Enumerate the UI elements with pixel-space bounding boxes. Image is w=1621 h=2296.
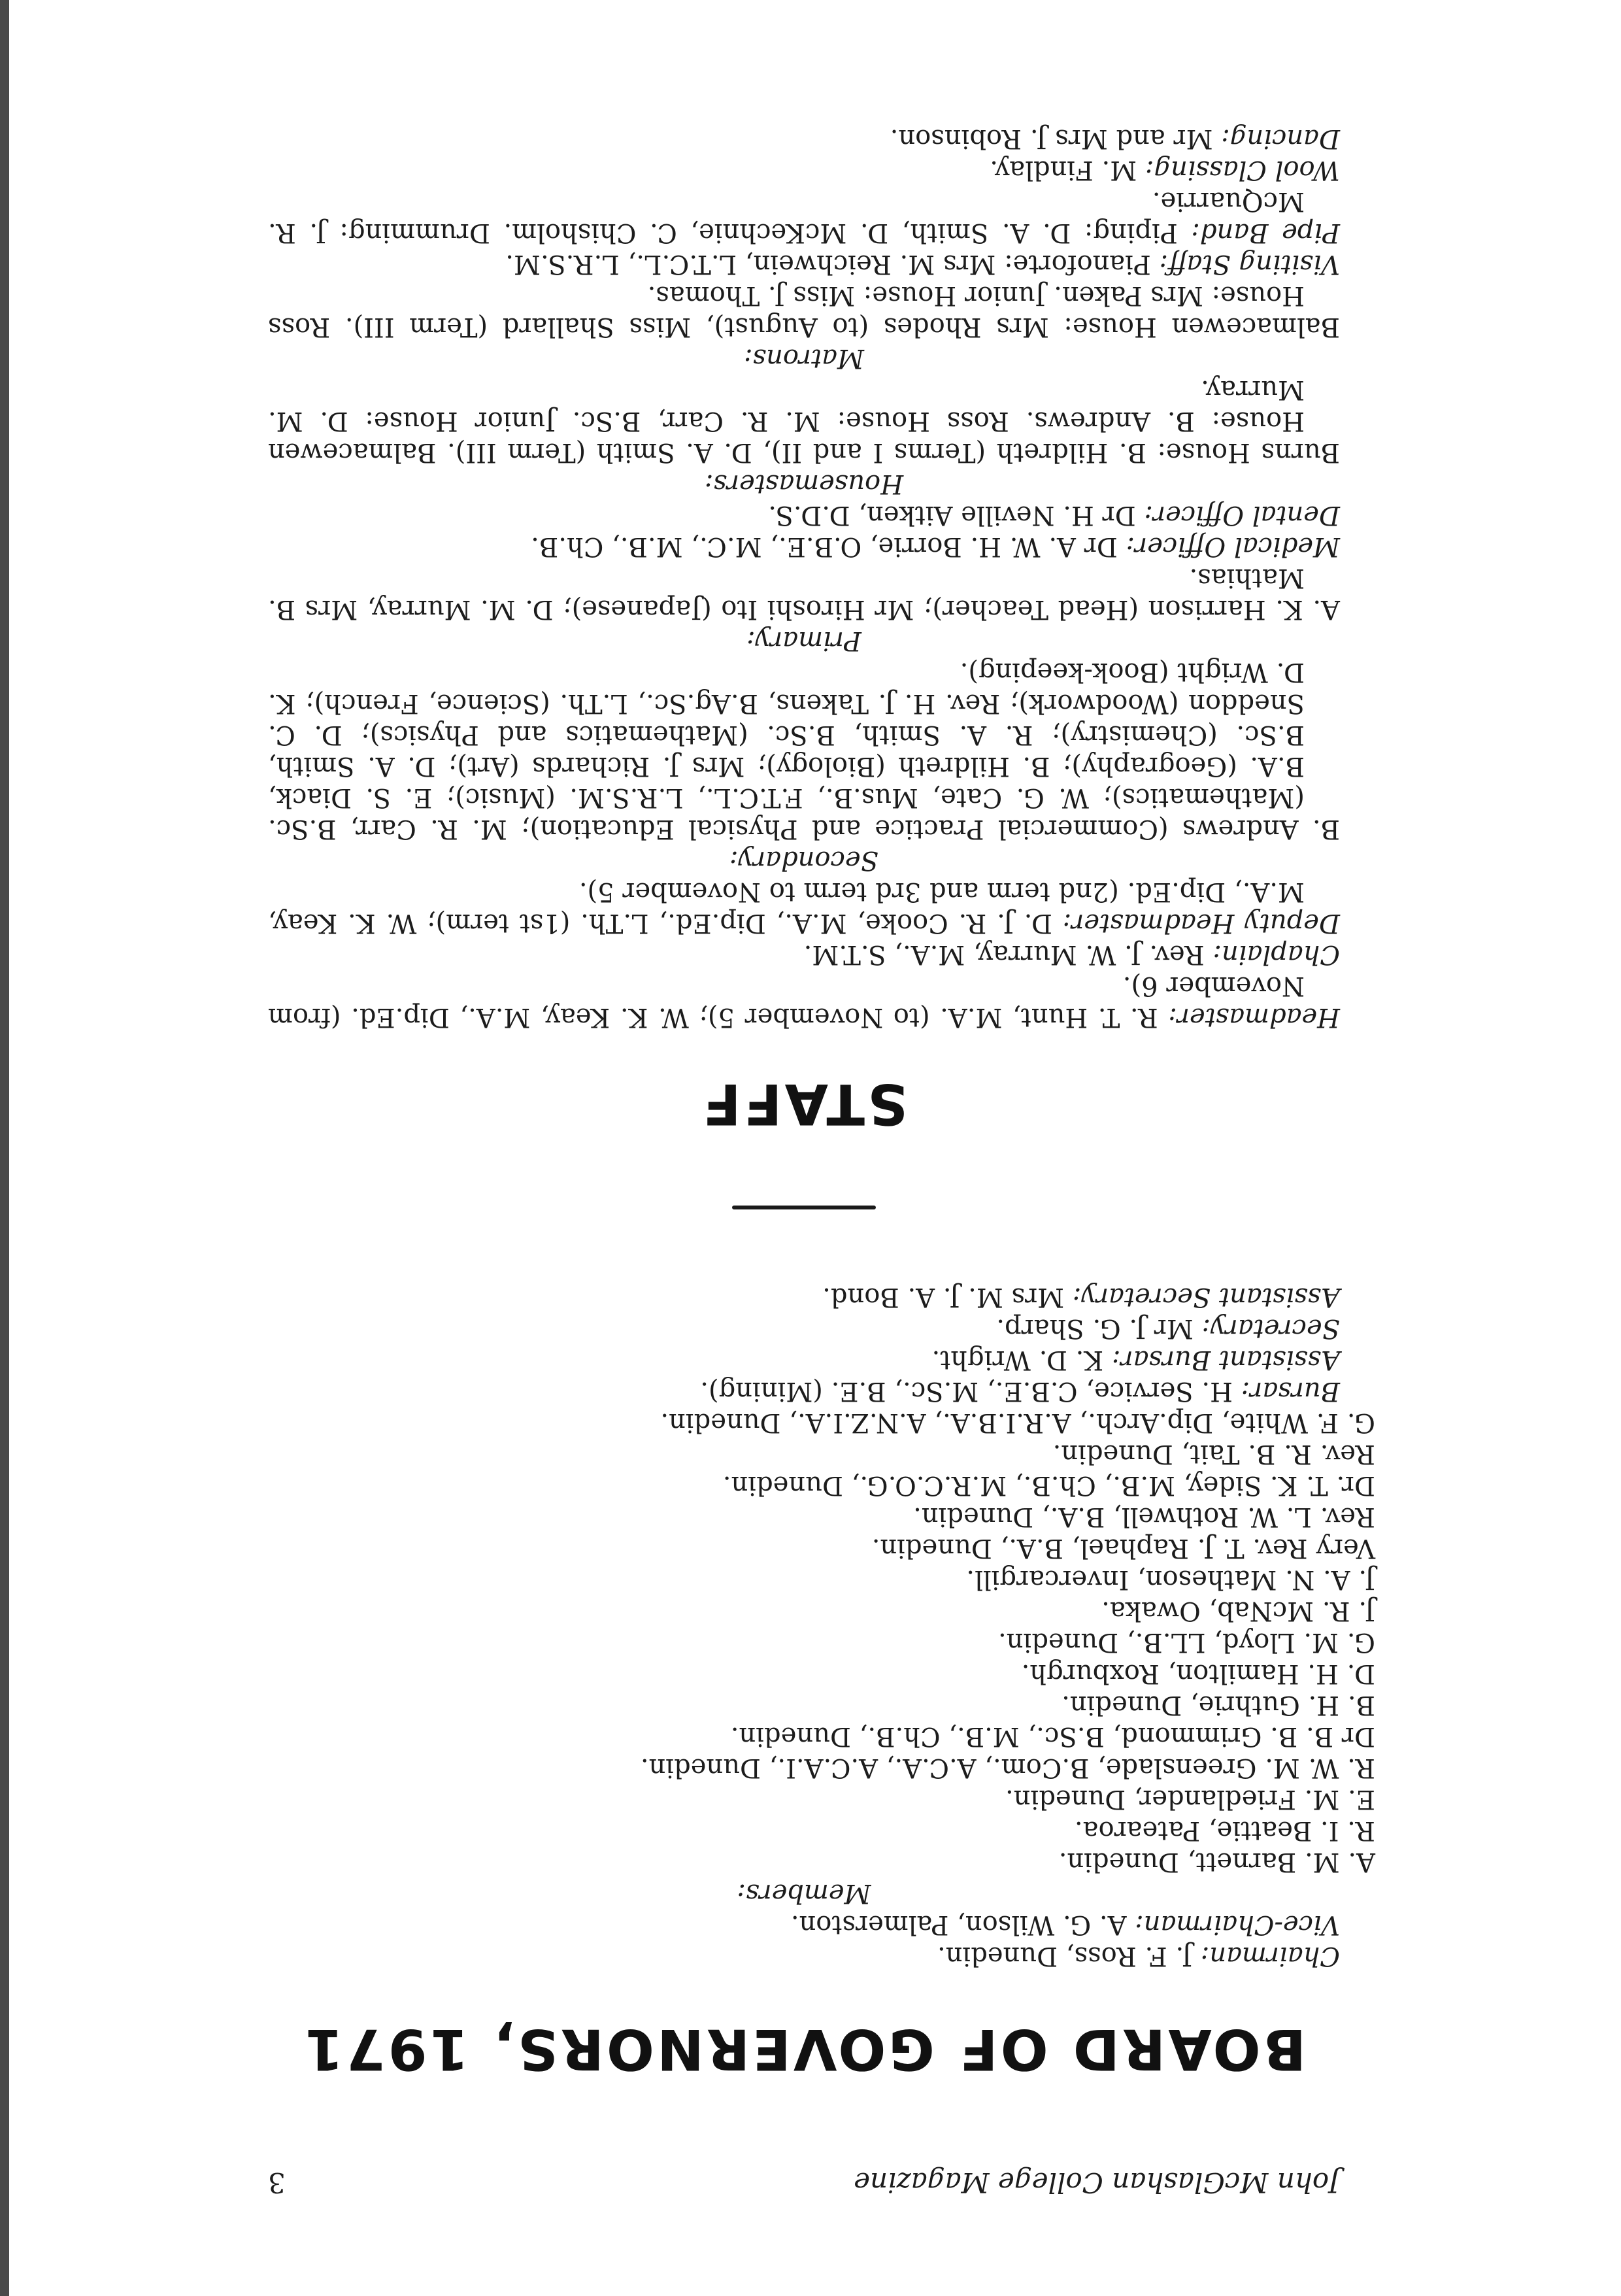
chaplain-text: Rev. J. W. Murray, M.A., S.T.M. <box>803 939 1205 970</box>
deputy-line <box>268 876 1340 939</box>
headmaster-text: R. T. Hunt, M.A. (to November 5); W. K. Keay, M.A., Dip.Ed. (from November 6). <box>268 971 1305 1032</box>
secondary-heading: Secondary: <box>729 845 878 875</box>
assistant-secretary-text: Mrs M. J. A. Bond. <box>822 1282 1065 1312</box>
page-content <box>267 123 1375 2199</box>
chairman-role: Chairman: <box>1200 1941 1340 1971</box>
secondary-staff: B. Andrews (Commercial Practice and Physical Education); M. R. Carr, B.Sc. (Mathematics); W. G. Cate, Mus.B., F.T.C.L., L.R.S.M. (Music); E. S. Diack, B.A. (Geography); B. Hildreth (Biology); Mrs J. Richards (Art); D. A. Smith, B.Sc. (Chemistry); R. A. Smith, B.Sc. (Mathematics and Physics); D. C. Sneddon (Woodwork); Rev. H. J. Takens, B.Ag.Sc., L.Th. (Science, French); K. D. Wright (Book-keeping). <box>268 657 1340 844</box>
member-item: Rev. L. W. Rothwell, B.A., Dunedin. <box>913 1502 1375 1532</box>
chairman-text: J. F. Ross, Dunedin. <box>937 1941 1193 1971</box>
visiting-staff-line <box>268 248 1340 280</box>
assistant-secretary-role: Assistant Secretary: <box>1072 1282 1340 1312</box>
visiting-staff-text: Pianoforte: Mrs M. Reichwein, L.T.C.L., L.R.S.M. <box>505 249 1151 279</box>
chaplain-role: Chaplain: <box>1212 939 1340 970</box>
member-item: Dr. T. K. Sidey, M.B., Ch.B., M.R.C.O.G., Dunedin. <box>722 1470 1375 1500</box>
primary-heading: Primary: <box>746 626 861 656</box>
dancing-line <box>268 123 1340 154</box>
matrons-text: Balmacewen House: Mrs Rhodes (to August), Miss Shallard (Term III). Ross House: Mrs Paken. Junior House: Miss J. Thomas. <box>268 280 1340 342</box>
pipe-band-role: Pipe Band: <box>1191 218 1340 248</box>
dancing-text: Mr and Mrs J. Robinson. <box>890 124 1213 154</box>
chaplain-line <box>268 939 1340 970</box>
member-item: Rev. R. B. Tait, Dunedin. <box>1052 1439 1375 1469</box>
wool-classing-line <box>268 154 1340 186</box>
page-number: 3 <box>268 2167 286 2199</box>
assistant-secretary-line <box>268 1281 1340 1313</box>
headmaster-line <box>268 970 1340 1033</box>
deputy-role: Deputy Headmaster: <box>1062 908 1340 938</box>
vice-chairman-role: Vice-Chairman: <box>1135 1910 1340 1940</box>
dental-text: Dr H. Neville Aitken, D.D.S. <box>768 500 1136 530</box>
member-item: Very Rev. T. J. Raphael, B.A., Dunedin. <box>871 1533 1375 1563</box>
assistant-bursar-role: Assistant Bursar: <box>1112 1345 1340 1375</box>
housemasters-text: Burns House: B. Hildreth (Terms I and II), D. A. Smith (Term III). Balmacewen House: B. Andrews. Ross House: M. R. Carr, B.Sc. Junior House: D. M. Murray. <box>268 375 1340 467</box>
member-item: R. I. Beattie, Patearoa. <box>1074 1815 1375 1846</box>
bursar-role: Bursar: <box>1241 1376 1340 1406</box>
bursar-line <box>268 1376 1340 1407</box>
secretary-text: Mr J. G. Sharp. <box>996 1313 1194 1343</box>
medical-line <box>268 531 1340 562</box>
medical-text: Dr A. W. H. Borrie, O.B.E., M.C., M.B., Ch.B. <box>531 532 1118 562</box>
matrons-heading: Matrons: <box>744 343 864 373</box>
housemasters-heading: Housemasters: <box>704 469 904 499</box>
member-item: E. M. Friedlander, Dunedin. <box>1005 1784 1375 1814</box>
headmaster-role: Headmaster: <box>1168 1002 1340 1032</box>
dental-role: Dental Officer: <box>1144 500 1340 530</box>
member-item: J. R. McNab, Owaka. <box>1101 1596 1375 1626</box>
running-title: John McGlashan College Magazine <box>854 2167 1340 2199</box>
member-item: J. A. N. Matheson, Invercargill. <box>966 1564 1375 1595</box>
assistant-bursar-line <box>268 1344 1340 1376</box>
deputy-text: D. J. R. Cooke, M.A., Dip.Ed., L.Th. (1st term); W. K. Keay, M.A., Dip.Ed. (2nd term and 3rd term to November 5). <box>267 877 1305 938</box>
member-item: G. F. White, Dip.Arch., A.R.I.B.A., A.N.Z.I.A., Dunedin. <box>660 1408 1375 1438</box>
member-item: A. M. Barnett, Dunedin. <box>1058 1847 1375 1877</box>
vice-chairman-line <box>268 1909 1340 1940</box>
member-item: Dr B. B. Grimmond, B.Sc., M.B., Ch.B., Dunedin. <box>730 1721 1375 1751</box>
member-item: D. H. Hamilton, Roxburgh. <box>1021 1659 1375 1689</box>
bursar-text: H. Service, C.B.E., M.Sc., B.E. (Mining). <box>700 1376 1233 1406</box>
member-item: B. H. Guthrie, Dunedin. <box>1061 1690 1375 1720</box>
secretary-role: Secretary: <box>1201 1313 1340 1343</box>
secretary-line <box>268 1313 1340 1344</box>
staff-title: STAFF <box>700 1071 908 1136</box>
medical-role: Medical Officer: <box>1126 532 1340 562</box>
wool-classing-text: M. Findlay. <box>990 155 1137 185</box>
pipe-band-text: Piping: D. A. Smith, D. McKechnie, C. Chisholm. Drumming: J. R. McQuarrie. <box>268 186 1305 248</box>
section-divider <box>732 1206 876 1209</box>
primary-staff: A. K. Harrison (Head Teacher); Mr Hiroshi Ito (Japanese); D. M. Murray, Mrs B. Mathias. <box>268 563 1340 624</box>
vice-chairman-text: A. G. Wilson, Palmerston. <box>790 1910 1127 1940</box>
member-item: G. M. Lloyd, LL.B., Dunedin. <box>998 1627 1375 1657</box>
board-title: BOARD OF GOVERNORS, 1971 <box>301 2016 1307 2082</box>
members-heading: Members: <box>737 1878 871 1908</box>
wool-classing-role: Wool Classing: <box>1145 155 1340 185</box>
dancing-role: Dancing: <box>1221 124 1340 154</box>
chairman-line <box>268 1940 1340 1972</box>
assistant-bursar-text: K. D. Wright. <box>931 1345 1104 1375</box>
page-header <box>268 2159 1340 2198</box>
pipe-band-line <box>268 186 1340 248</box>
visiting-staff-role: Visiting Staff: <box>1159 249 1340 279</box>
dental-line <box>268 499 1340 531</box>
member-item: R. W. M. Greenslade, B.Com., A.C.A., A.C.A.I., Dunedin. <box>640 1753 1375 1783</box>
